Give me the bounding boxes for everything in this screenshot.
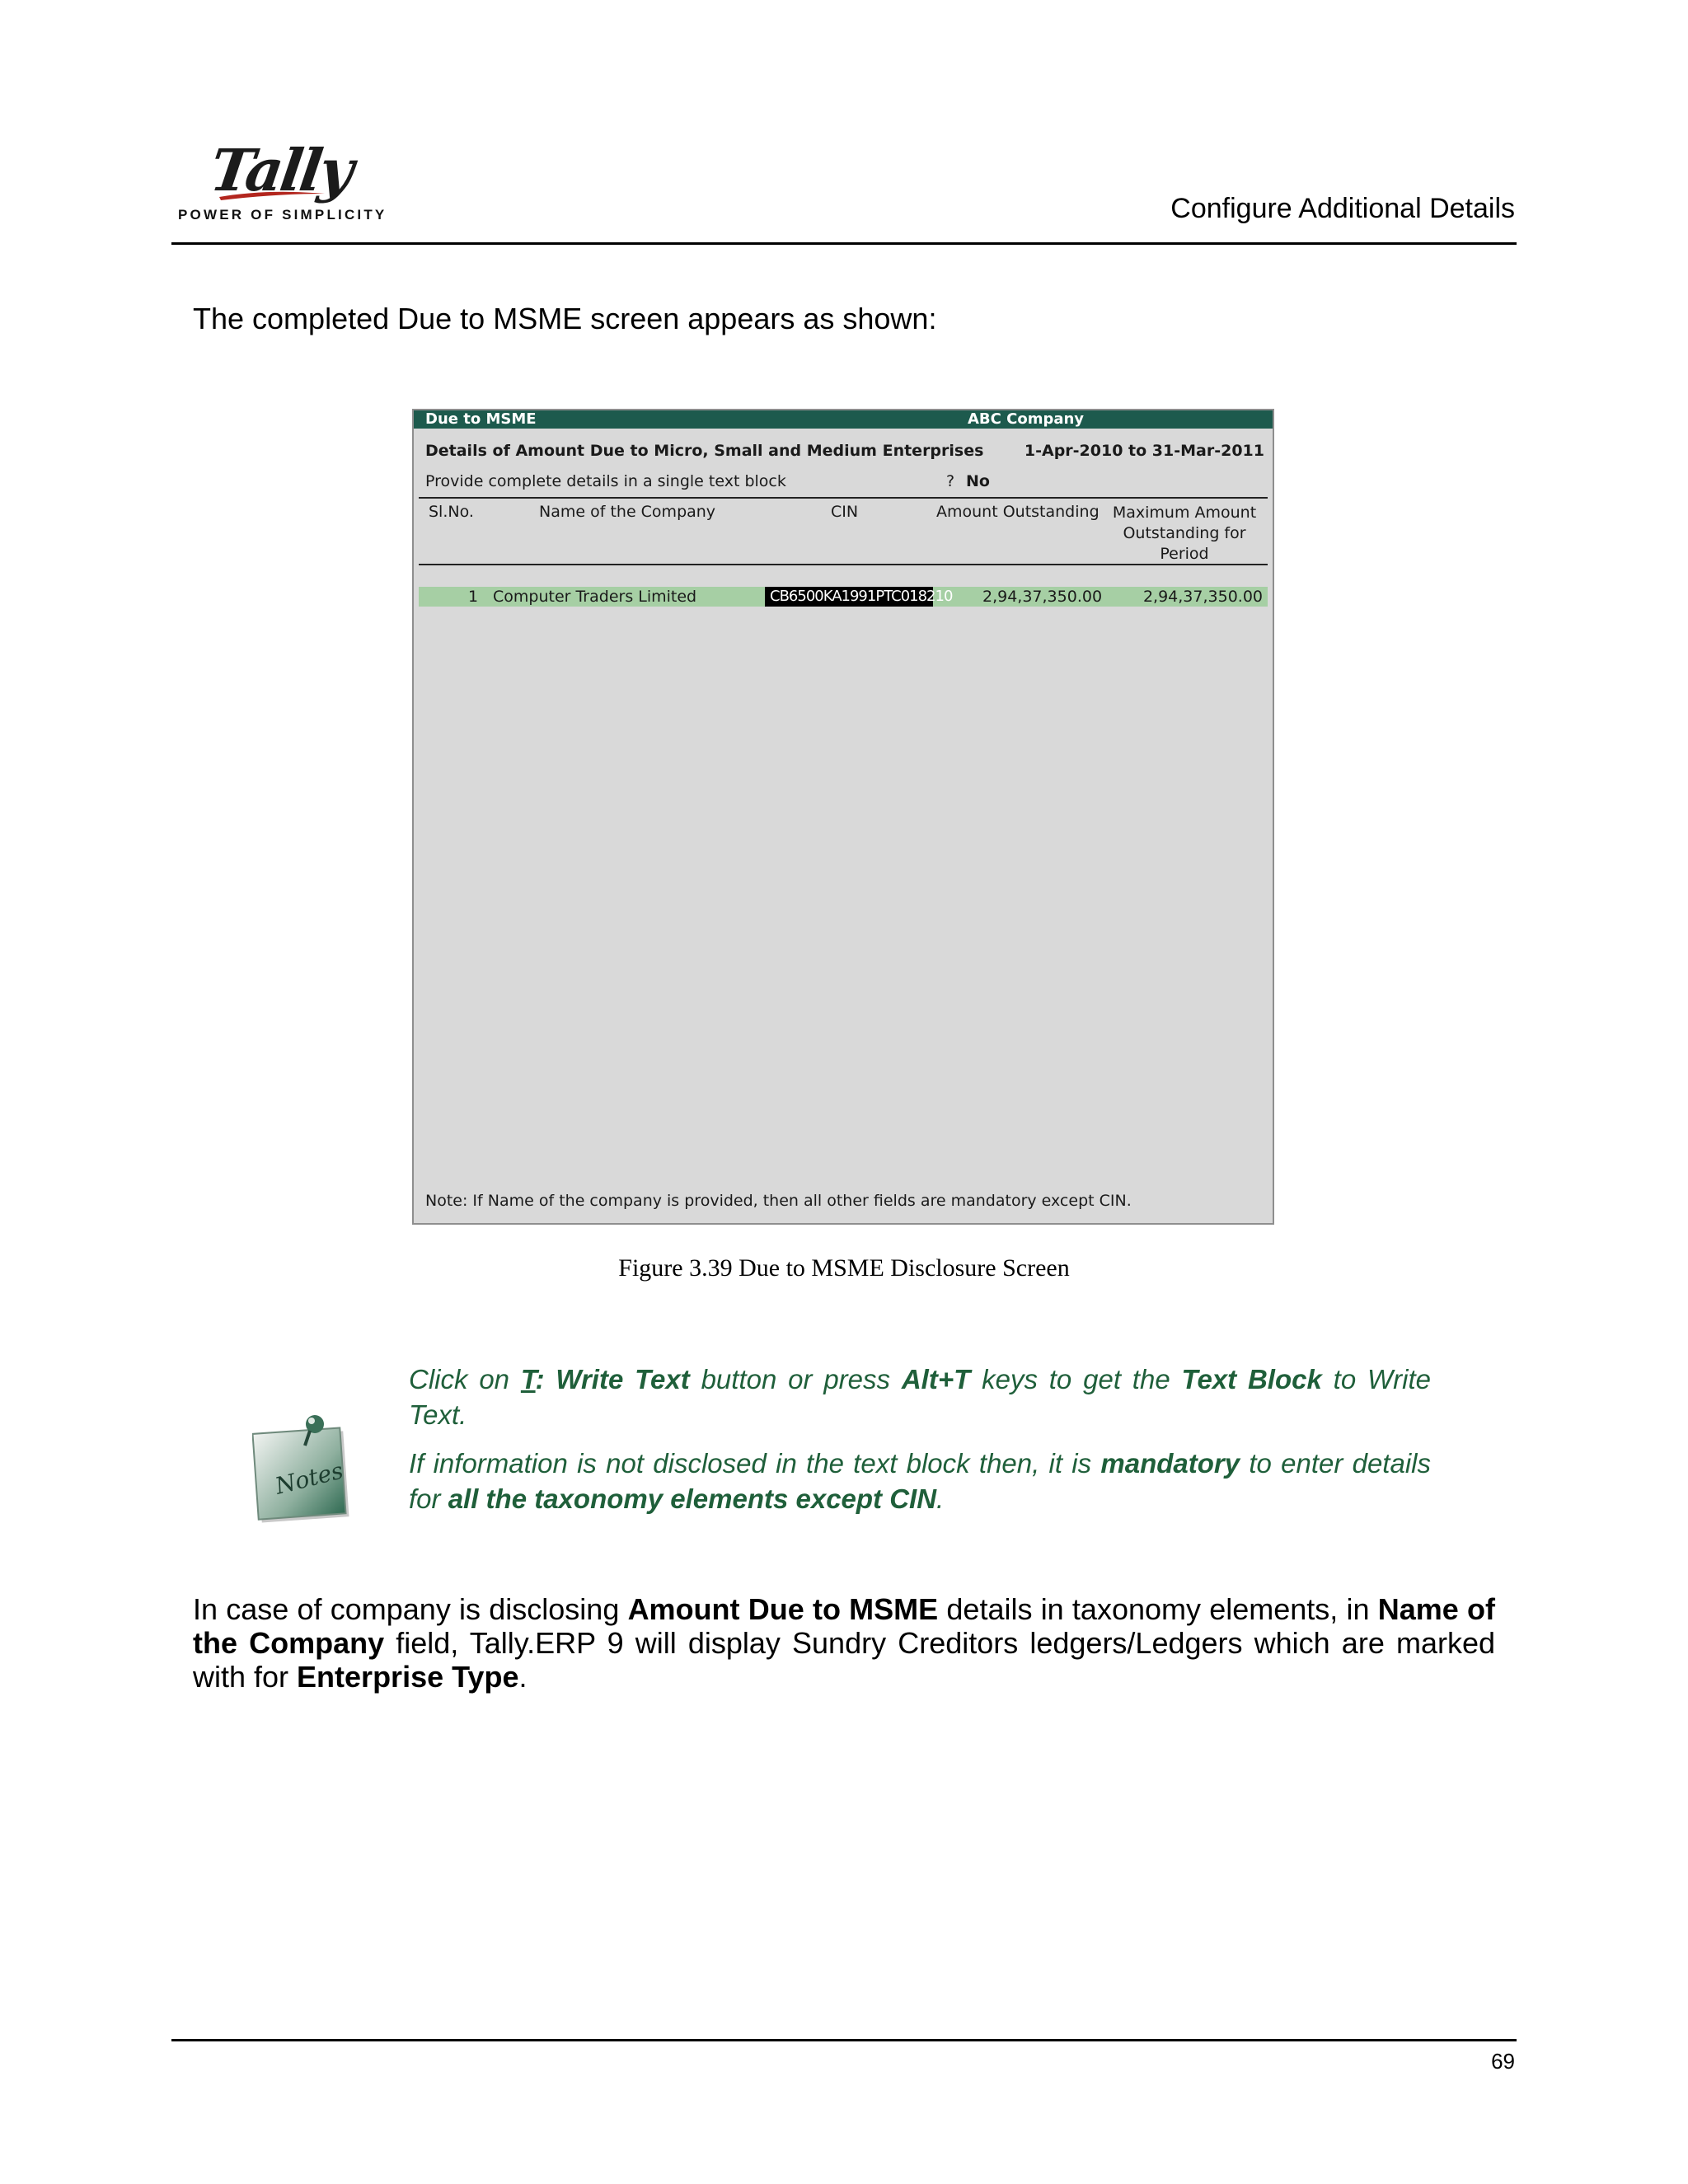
row-maximum[interactable]: 2,94,37,350.00 [1142,588,1263,606]
screen-note: Note: If Name of the company is provided, then all other fields are mandatory except CIN. [425,1192,1132,1210]
footer-divider [171,2039,1517,2041]
table-header-rule [419,564,1268,565]
shortcut-key: T [520,1364,536,1394]
logo-tagline: POWER OF SIMPLICITY [178,207,387,223]
section-title: Configure Additional Details [1170,193,1515,224]
report-title: Details of Amount Due to Micro, Small and Medium Enterprises [425,442,984,460]
column-header-company: Name of the Company [539,503,716,521]
company-name: ABC Company [968,410,1085,428]
body-paragraph: In case of company is disclosing Amount Due to MSME details in taxonomy elements, in Name of the Company field, Tally.ERP 9 will display Sundry Creditors ledgers/Ledgers which are marked with for Enterprise Type. [193,1592,1496,1694]
column-header-maximum: Maximum Amount Outstanding for Period [1112,504,1257,563]
note-paragraph-1: Click on T: Write Text button or press Alt+T keys to get the Text Block to Write Text. [409,1364,1432,1430]
row-cin-field[interactable]: CB6500KA1991PTC018210 [765,587,933,607]
row-slno: 1 [468,588,479,606]
logo-wordmark: Tally [206,136,356,204]
prompt-question-mark: ? [946,472,955,490]
row-amount[interactable]: 2,94,37,350.00 [982,588,1103,606]
text-block-prompt: Provide complete details in a single text block [425,472,786,490]
tally-logo [175,136,387,227]
row-company-name[interactable]: Computer Traders Limited [493,588,697,606]
table-row[interactable] [419,587,1268,607]
header-divider [171,242,1517,245]
notes-icon [252,1409,356,1525]
column-header-slno: Sl.No. [429,503,474,521]
table-top-rule [419,497,1268,499]
note-paragraph-2: If information is not disclosed in the text block then, it is mandatory to enter details for all the taxonomy elements except CIN. [409,1448,1431,1514]
text-block-answer[interactable]: No [966,472,990,490]
column-header-cin: CIN [831,503,859,521]
page-number: 69 [1491,2049,1515,2074]
report-period: 1-Apr-2010 to 31-Mar-2011 [1024,442,1264,460]
logo-swoosh-icon [218,187,326,202]
figure-caption: Figure 3.39 Due to MSME Disclosure Screen [618,1254,1070,1282]
column-header-amount: Amount Outstanding [936,503,1100,521]
notes-icon-label: Notes [272,1456,346,1500]
screen-titlebar [414,410,1273,429]
msme-screen [412,409,1274,1225]
intro-text: The completed Due to MSME screen appears as shown: [193,302,937,335]
screen-title: Due to MSME [425,410,537,428]
